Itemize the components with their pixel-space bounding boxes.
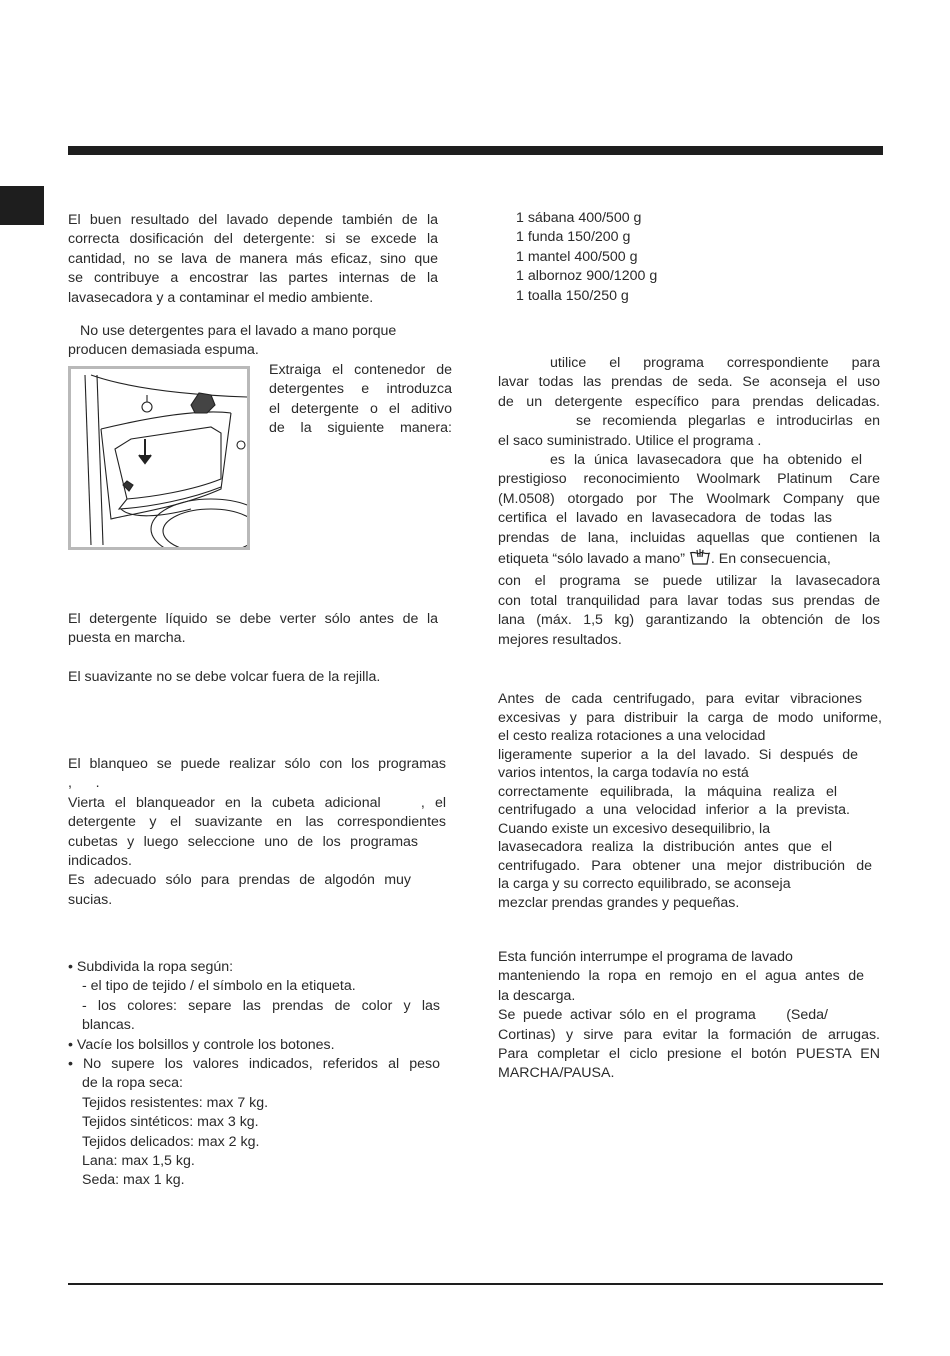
intro-paragraph: El buen resultado del lavado depende también de la correcta dosificación del detergente: si se excede la cantidad, no se lava de manera más eficaz, sino que se contribuye a encostrar las partes internas de la lavasecadora y a contaminar el medio ambiente. (68, 212, 438, 306)
laundry-prep-list: • Subdivida la ropa según: - el tipo de tejido / el símbolo en la etiqueta. - los colores: separe las prendas de color y las blancas. • Vacíe los bolsillos y controle los botones. • No supere los valores indicados, referidos al peso de la ropa seca: Tejidos resistentes: max 7 kg. Tejidos sintéticos: max 3 kg. Tejidos delicados: max 2 kg. Lana: max 1,5 kg. Seda: max 1 kg. (68, 959, 440, 1189)
header-bar (68, 146, 883, 155)
liquid-detergent-note: El detergente líquido se debe verter sólo antes de la puesta en marcha. (68, 611, 438, 647)
language-tab (0, 186, 44, 225)
load-balance-section: Antes de cada centrifugado, para evitar vibraciones excesivas y para distribuir la carga de modo uniforme, el cesto realiza rotaciones a una velocidad ligeramente superior a la del lavado. Si después de varios intentos, la carga todavía no está correctamente equilibrada, la máquina realiza el centrifugado a una velocidad inferior a la prevista. Cuando existe un excesivo desequilibrio, la lavasecadora realiza la distribución antes que el centrifugado. Para obtener una mejor distribución de la carga y su correcto equilibrado, se aconseja mezclar prendas grandes y pequeñas. (498, 691, 882, 911)
footer-rule (68, 1283, 883, 1285)
handwash-warning: No use detergentes para el lavado a mano porque producen demasiada espuma. (68, 323, 397, 359)
softener-note: El suavizante no se debe volcar fuera de la rejilla. (68, 669, 381, 685)
special-garments-section: utilice el programa correspondiente para lavar todas las prendas de seda. Se aconseja el uso de un detergente específico para prendas delicadas. se recomienda plegarlas e introducirlas en el saco suministrado. Utilice el programa . es la única lavasecadora que ha obtenido el prestigioso reconocimiento Woolmark Platinum Care (M.0508) otorgado por The Woolmark Company que certifica el lavado en lavasecadora de todas las prendas de lana, incluidas aquellas que contienen la etiqueta “sólo lavado a mano” . En consecuencia, con el programa se puede utilizar la lavasecadora con total tranquilidad para lavar todas sus prendas de lana (máx. 1,5 kg) garantizando la obtención de los mejores resultados. (498, 355, 880, 648)
anti-wrinkle-section: Esta función interrumpe el programa de lavado manteniendo la ropa en remojo en el agua antes de la descarga. Se puede activar sólo en el programa (Seda/ Cortinas) y sirve para evitar la formación de arrugas. Para completar el ciclo presione el botón PUESTA EN MARCHA/PAUSA. (498, 949, 880, 1082)
drawer-instructions: Extraiga el contenedor de detergentes e introduzca el detergente o el aditivo de la siguiente manera: (269, 362, 452, 437)
hand-wash-tub-icon (689, 548, 711, 572)
detergent-drawer-illustration (68, 366, 250, 550)
item-weights-list: 1 sábana 400/500 g 1 funda 150/200 g 1 mantel 400/500 g 1 albornoz 900/1200 g 1 toalla 150/250 g (516, 210, 658, 304)
bleach-section: El blanqueo se puede realizar sólo con los programas , . Vierta el blanqueador en la cubeta adicional , el detergente y el suavizante en las correspondientes cubetas y luego seleccione uno de los programas indicados. Es adecuado sólo para prendas de algodón muy sucias. (68, 756, 446, 908)
